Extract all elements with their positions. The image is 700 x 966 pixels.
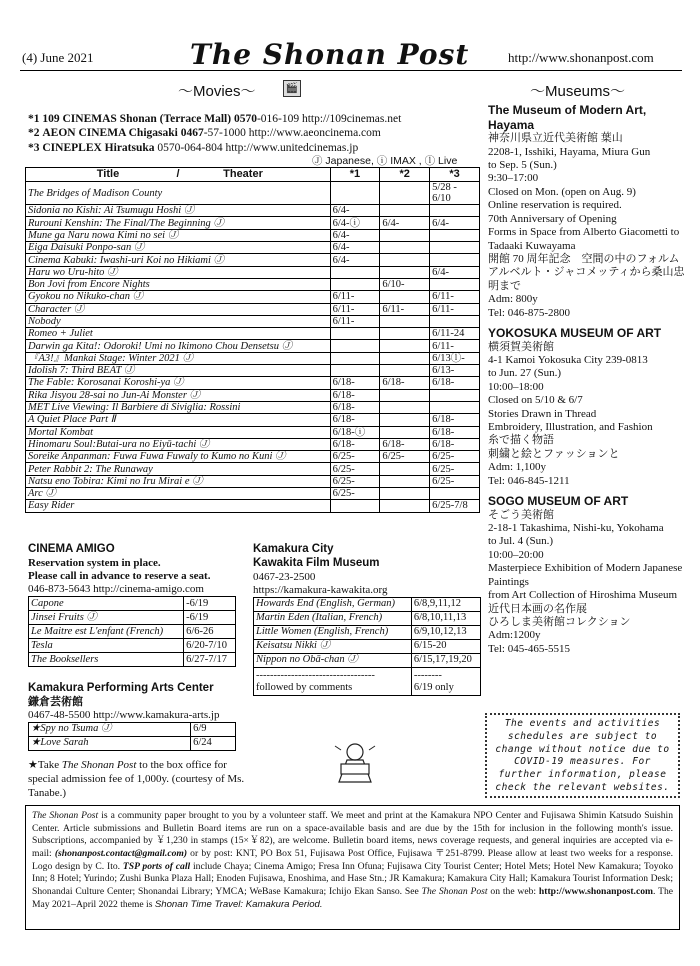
cell-date bbox=[380, 242, 430, 254]
cell-date: 6/11- bbox=[430, 303, 480, 315]
cell-date bbox=[430, 229, 480, 241]
cell-title: ★Love Sarah bbox=[29, 737, 191, 751]
cell-title: Darwin ga Kita!: Odoroki! Umi no Ikimono Chou Densetsu Ⓙ bbox=[26, 340, 331, 352]
cell-date bbox=[430, 278, 480, 290]
cell-date: 6/11- bbox=[330, 315, 380, 327]
cinema-item: *1 109 CINEMAS Shonan (Terrace Mall) 0570-016-109 http://109cinemas.net bbox=[28, 113, 402, 125]
cell-date bbox=[380, 315, 430, 327]
url[interactable]: https://kamakura-kawakita.org bbox=[253, 583, 388, 596]
cell-date: 6/11- bbox=[430, 340, 480, 352]
cell-title: Little Women (English, French) bbox=[254, 625, 412, 639]
cell-date: 6/4- bbox=[330, 205, 380, 217]
cell-date: 6/18- bbox=[330, 401, 380, 413]
cell-date: 6/11- bbox=[330, 291, 380, 303]
cell-date: 6/25- bbox=[430, 463, 480, 475]
museum-detail: 2208-1, Isshiki, Hayama, Miura Gun bbox=[488, 145, 651, 158]
cell-title: Cinema Kabuki: Iwashi-uri Koi no Hikiami Ⓙ bbox=[26, 254, 331, 266]
footer-info: The Shonan Post is a community paper brought to you by a volunteer staff. We meet and print at the Kamakura NPO Center and Fujisawa Shimin Katsudo Suishin Center. Article submissions and Bulletin Board items are run on a space-available basis and are due by the 15th for inclusion in the following month's issue. Subscriptions, accompanied by ￥1,230 in stamps (15×￥82), are welcome. Bulletin board items, news coverage requests, and general inquiries are accepted via e-mail: (shonanpost.contact@gmail.com) or by post: KNT, PO Box 51, Fujisawa Post Office, Fujisawa 〒251-8799. Please allow at least two weeks for a response. Logo design by C. Ito. TSP ports of call include Chaya; Cinema Amigo; Fresa Inn Ofuna; Fujisawa City Tourist Center; Hotel Mets; Hotel New Kamakura; Toyoko Inn; 8 Hotel; Yurindo; Zushi Bunka Plaza Hall; Enoden Fujisawa, Enoshima, and Hase Stn.; JR Kamakura; Kamakura City Hall; Kamakura Tourist Information Desk; Shonandai Culture Center; Shonandai Library; YMCA; WeBase Kamakura; Ichijo Ekan Sanso. See The Shonan Post on the web: http://www.shonanpost.com. The May 2021–April 2022 theme is Shonan Time Travel: Kamakura Period. bbox=[25, 805, 680, 930]
cell-title: Mune ga Naru nowa Kimi no sei Ⓙ bbox=[26, 229, 331, 241]
issue-date: (4) June 2021 bbox=[22, 50, 94, 65]
cell-date: 6/18- bbox=[330, 377, 380, 389]
cell-date bbox=[380, 229, 430, 241]
cell-date: 6/11-24 bbox=[430, 328, 480, 340]
cell-title: MET Live Viewing: Il Barbiere di Siviglia: Rossini bbox=[26, 401, 331, 413]
museum-detail: Tel: 045-465-5515 bbox=[488, 642, 571, 655]
table-row bbox=[29, 723, 236, 737]
museum-detail: Adm: 800y bbox=[488, 293, 538, 306]
museum-detail: 9:30–17:00 bbox=[488, 172, 539, 185]
museum-detail: to Jun. 27 (Sun.) bbox=[488, 367, 562, 380]
cell-date: 6/15,17,19,20 bbox=[411, 653, 480, 667]
cell-title: Sidonia no Kishi: Ai Tsumugu Hoshi Ⓙ bbox=[26, 205, 331, 217]
cell-date: 6/13ⓛ- bbox=[430, 352, 480, 364]
movies-table bbox=[25, 167, 480, 513]
museum-detail: to Sep. 5 (Sun.) bbox=[488, 159, 557, 172]
cell-date: 6/25- bbox=[330, 475, 380, 487]
museum-entry bbox=[488, 103, 691, 320]
cell-title: Easy Rider bbox=[26, 500, 331, 512]
cell-date bbox=[380, 365, 430, 377]
cell-date: -6/19 bbox=[184, 611, 236, 625]
cell-date: 6/9 bbox=[191, 723, 236, 737]
cell-date bbox=[380, 266, 430, 278]
legend: Ⓙ Japanese, ⓘ IMAX , ⓛ Live bbox=[312, 155, 458, 167]
cell-date: 6/25- bbox=[430, 475, 480, 487]
cell-date: 6/24 bbox=[191, 737, 236, 751]
clapperboard-icon: 🎬 bbox=[283, 80, 301, 97]
table-row bbox=[26, 352, 480, 364]
cell-date bbox=[430, 254, 480, 266]
cell-date: 6/11- bbox=[330, 303, 380, 315]
cell-date: 6/4- bbox=[380, 217, 430, 229]
kawakita-table bbox=[253, 597, 481, 696]
table-row bbox=[26, 315, 480, 327]
table-row bbox=[26, 401, 480, 413]
table-row bbox=[29, 625, 236, 639]
museum-name: SOGO MUSEUM OF ART bbox=[488, 494, 629, 509]
cell-date: 6/4- bbox=[430, 266, 480, 278]
cell-title: Natsu eno Tobira: Kimi no Iru Mirai e Ⓙ bbox=[26, 475, 331, 487]
table-row bbox=[26, 328, 480, 340]
cell-date bbox=[430, 242, 480, 254]
cell-title: Jinsei Fruits Ⓙ bbox=[29, 611, 184, 625]
cell-title: The Bridges of Madison County bbox=[26, 182, 331, 205]
kawakita-section bbox=[253, 543, 481, 696]
section-title: Kawakita Film Museum bbox=[253, 556, 380, 569]
table-row bbox=[254, 639, 481, 653]
cell-date: 6/18- bbox=[380, 438, 430, 450]
cell-date bbox=[380, 182, 430, 205]
table-row bbox=[26, 340, 480, 352]
table-row bbox=[254, 597, 481, 611]
cell-title: Eiga Daisuki Ponpo-san Ⓙ bbox=[26, 242, 331, 254]
cell-date: 6/25- bbox=[330, 451, 380, 463]
museum-detail: Online reservation is required. bbox=[488, 199, 622, 212]
cell-date: 6/20-7/10 bbox=[184, 639, 236, 653]
museum-detail: 10:00–20:00 bbox=[488, 548, 544, 561]
museum-detail: from Art Collection of Hiroshima Museum bbox=[488, 589, 678, 602]
table-row bbox=[26, 414, 480, 426]
cell-date: 6/25- bbox=[330, 463, 380, 475]
cell-title: The Fable: Korosanai Koroshi-ya Ⓙ bbox=[26, 377, 331, 389]
column-header: *3 bbox=[430, 168, 480, 182]
cinema-amigo-section bbox=[28, 543, 243, 667]
cell-date: 6/18- bbox=[330, 414, 380, 426]
table-row bbox=[26, 500, 480, 512]
cell-date bbox=[380, 426, 430, 438]
cell-title: Gyokou no Nikuko-chan Ⓙ bbox=[26, 291, 331, 303]
table-row bbox=[29, 653, 236, 667]
cell-date: 6/9,10,12,13 bbox=[411, 625, 480, 639]
museum-detail: 近代日本画の名作展 bbox=[488, 602, 587, 615]
kpac-table bbox=[28, 722, 236, 751]
cell-date: 6/25- bbox=[380, 451, 430, 463]
museum-detail: 70th Anniversary of Opening bbox=[488, 212, 617, 225]
table-row bbox=[254, 625, 481, 639]
museum-detail: 4-1 Kamoi Yokosuka City 239-0813 bbox=[488, 353, 648, 366]
cell-date: 6/4- bbox=[330, 229, 380, 241]
museums-heading: ～Museums～ bbox=[530, 83, 626, 100]
cell-date: 6/18- bbox=[330, 438, 380, 450]
cell-date: 6/18- bbox=[430, 377, 480, 389]
covid-notice: The events and activities schedules are subject to change without notice due to COVID-19 measures. For further information, please check the relevant websites. bbox=[485, 713, 680, 798]
table-row bbox=[254, 653, 481, 667]
table-row bbox=[29, 639, 236, 653]
cell-date bbox=[380, 463, 430, 475]
museum-detail: Embroidery, Illustration, and Fashion bbox=[488, 421, 653, 433]
cell-date bbox=[330, 278, 380, 290]
museum-name: YOKOSUKA MUSEUM OF ART bbox=[488, 325, 662, 340]
cell-title: Peter Rabbit 2: The Runaway bbox=[26, 463, 331, 475]
cell-date bbox=[430, 389, 480, 401]
museum-detail: そごう美術館 bbox=[488, 508, 554, 521]
cell-date: 6/18- bbox=[430, 438, 480, 450]
table-row bbox=[26, 389, 480, 401]
museum-detail: 10:00–18:00 bbox=[488, 380, 544, 393]
cell-date bbox=[430, 315, 480, 327]
museum-detail: 開館 70 周年記念 空間の中のフォルム アルベルト・ジャコメッティから桑山忠明まで bbox=[488, 252, 691, 292]
cell-date: 6/27-7/17 bbox=[184, 653, 236, 667]
table-row bbox=[29, 737, 236, 751]
cell-date: 6/11- bbox=[430, 291, 480, 303]
cell-title: Howards End (English, German) bbox=[254, 597, 412, 611]
table-row bbox=[29, 597, 236, 611]
table-row bbox=[26, 242, 480, 254]
cell-date: 6/8,10,11,13 bbox=[411, 611, 480, 625]
table-row bbox=[29, 611, 236, 625]
museum-detail: to Jul. 4 (Sun.) bbox=[488, 535, 554, 548]
table-row bbox=[26, 266, 480, 278]
cell-title: ★Spy no Tsuma Ⓙ bbox=[29, 723, 191, 737]
cell-title: The Booksellers bbox=[29, 653, 184, 667]
section-title: Kamakura City bbox=[253, 543, 334, 555]
cell-date bbox=[380, 205, 430, 217]
cell-date bbox=[380, 401, 430, 413]
museum-detail: 横須賀美術館 bbox=[488, 340, 554, 353]
cell-title: Capone bbox=[29, 597, 184, 611]
cell-title: Romeo + Juliet bbox=[26, 328, 331, 340]
cell-date: 6/18- bbox=[430, 414, 480, 426]
cell-date bbox=[380, 414, 430, 426]
cell-title: Nippon no Obā-chan Ⓙ bbox=[254, 653, 412, 667]
site-url[interactable]: http://www.shonanpost.com bbox=[508, 50, 654, 65]
section-title: Kamakura Performing Arts Center bbox=[28, 682, 214, 694]
museum-list bbox=[488, 103, 691, 662]
cell-date: 6/18- bbox=[430, 426, 480, 438]
reader-illustration bbox=[325, 738, 385, 788]
amigo-table bbox=[28, 596, 236, 667]
cell-date: 6/8,9,11,12 bbox=[411, 597, 480, 611]
contact: 0467-48-5500 http://www.kamakura-arts.jp bbox=[28, 708, 220, 721]
museum-detail: Closed on Mon. (open on Aug. 9) bbox=[488, 185, 636, 198]
cell-date bbox=[330, 266, 380, 278]
museum-detail: 神奈川県立近代美術館 葉山 bbox=[488, 132, 623, 145]
column-header: *2 bbox=[380, 168, 430, 182]
column-header: *1 bbox=[330, 168, 380, 182]
cell-date bbox=[330, 328, 380, 340]
cell-title: Character Ⓙ bbox=[26, 303, 331, 315]
cell-date: 6/15-20 bbox=[411, 639, 480, 653]
cell-date: 6/6-26 bbox=[184, 625, 236, 639]
cell-date bbox=[330, 182, 380, 205]
cell-date: 6/13- bbox=[430, 365, 480, 377]
table-row bbox=[26, 488, 480, 500]
contact: 046-873-5643 http://cinema-amigo.com bbox=[28, 583, 204, 596]
museum-detail: Adm: 1,100y bbox=[488, 461, 547, 474]
cell-title: Keisatsu Nikki Ⓙ bbox=[254, 639, 412, 653]
cell-title: Tesla bbox=[29, 639, 184, 653]
cell-title: Rika Jisyou 28-sai no Jun-Ai Monster Ⓙ bbox=[26, 389, 331, 401]
reservation-note: Reservation system in place. bbox=[28, 556, 161, 569]
table-row bbox=[26, 254, 480, 266]
cell-date: 6/18-ⓘ bbox=[330, 426, 380, 438]
cell-title: Soreike Anpanman: Fuwa Fuwa Fuwaly to Kumo no Kuni Ⓙ bbox=[26, 451, 331, 463]
museum-detail: Forms in Space from Alberto Giacometti to Tadaaki Kuwayama bbox=[488, 226, 680, 252]
table-row bbox=[26, 278, 480, 290]
museum-detail: Tel: 046-875-2800 bbox=[488, 306, 571, 319]
table-row bbox=[26, 438, 480, 450]
table-row bbox=[26, 451, 480, 463]
header-rule bbox=[20, 70, 682, 71]
cell-date: 6/4- bbox=[430, 217, 480, 229]
cell-date: 6/18- bbox=[380, 377, 430, 389]
column-header-title-theater: Title / Theater bbox=[26, 168, 331, 182]
museum-detail: Tel: 046-845-1211 bbox=[488, 474, 570, 487]
table-row bbox=[26, 365, 480, 377]
table-row bbox=[26, 303, 480, 315]
table-row bbox=[26, 291, 480, 303]
cell-date bbox=[380, 254, 430, 266]
cell-date: 6/4- bbox=[330, 254, 380, 266]
museum-detail: 2-18-1 Takashima, Nishi-ku, Yokohama bbox=[488, 522, 664, 535]
museum-detail: Stories Drawn in Thread bbox=[488, 407, 597, 420]
cinema-item: *3 CINEPLEX Hiratsuka 0570-064-804 http://www.unitedcinemas.jp bbox=[28, 141, 359, 154]
cell-date: 6/4- bbox=[330, 242, 380, 254]
cell-date bbox=[380, 500, 430, 512]
cell-title: Haru wo Uru-hito Ⓙ bbox=[26, 266, 331, 278]
cell-date bbox=[330, 352, 380, 364]
table-header-row bbox=[26, 168, 480, 182]
table-row bbox=[26, 463, 480, 475]
table-row bbox=[26, 229, 480, 241]
cell-date bbox=[380, 352, 430, 364]
cell-date bbox=[330, 500, 380, 512]
cell-title: Mortal Kombat bbox=[26, 426, 331, 438]
museum-entry bbox=[488, 494, 688, 656]
cinema-list bbox=[28, 112, 478, 155]
cell-date bbox=[380, 340, 430, 352]
cell-date bbox=[330, 340, 380, 352]
cell-date bbox=[380, 291, 430, 303]
cell-date bbox=[380, 475, 430, 487]
section-title-jp: 鎌倉芸術館 bbox=[28, 695, 83, 708]
movies-heading: ～Movies～ bbox=[178, 83, 256, 100]
table-row bbox=[26, 475, 480, 487]
cell-title: Hinomaru Soul:Butai-ura no Eiyū-tachi Ⓙ bbox=[26, 438, 331, 450]
cell-title: Le Maitre est L'enfant (French) bbox=[29, 625, 184, 639]
museum-detail: Adm:1200y bbox=[488, 629, 541, 642]
cell-date: 6/25-7/8 bbox=[430, 500, 480, 512]
cell-date bbox=[430, 401, 480, 413]
box-office-note: ★Take The Shonan Post to the box office for special admission fee of 1,000y. (courtesy of Ms. Tanabe.) bbox=[28, 759, 245, 799]
museum-entry bbox=[488, 326, 688, 488]
cell-title: Rurouni Kenshin: The Final/The Beginning Ⓙ bbox=[26, 217, 331, 229]
cell-date: 6/11- bbox=[380, 303, 430, 315]
cell-date bbox=[380, 389, 430, 401]
tel: 0467-23-2500 bbox=[253, 570, 316, 583]
cell-title: Martin Eden (Italian, French) bbox=[254, 611, 412, 625]
table-row bbox=[26, 377, 480, 389]
cell-date: 6/10- bbox=[380, 278, 430, 290]
section-title: CINEMA AMIGO bbox=[28, 543, 115, 555]
table-row bbox=[26, 182, 480, 205]
cell-date: 6/4-ⓘ bbox=[330, 217, 380, 229]
table-row: ---------------------------------- followed by comments -------- 6/19 only bbox=[254, 667, 481, 695]
cell-title: Idolish 7: Third BEAT Ⓙ bbox=[26, 365, 331, 377]
cell-date bbox=[430, 205, 480, 217]
cell-title: Bon Jovi from Encore Nights bbox=[26, 278, 331, 290]
museum-detail: Closed on 5/10 & 6/7 bbox=[488, 394, 583, 407]
cell-date bbox=[380, 488, 430, 500]
cell-title: Arc Ⓙ bbox=[26, 488, 331, 500]
museum-detail: 糸で描く物語 bbox=[488, 434, 554, 447]
kpac-section bbox=[28, 682, 256, 751]
cell-date bbox=[430, 488, 480, 500]
cell-date: -6/19 bbox=[184, 597, 236, 611]
table-row bbox=[26, 217, 480, 229]
cinema-item: *2 AEON CINEMA Chigasaki 0467-57-1000 http://www.aeoncinema.com bbox=[28, 127, 381, 140]
museum-name: The Museum of Modern Art, Hayama bbox=[488, 103, 647, 132]
cell-date bbox=[330, 365, 380, 377]
cell-date bbox=[380, 328, 430, 340]
cell-title: A Quiet Place Part Ⅱ bbox=[26, 414, 331, 426]
table-row bbox=[26, 426, 480, 438]
cell-date: 6/18- bbox=[330, 389, 380, 401]
table-row bbox=[254, 611, 481, 625]
cell-date: 6/25- bbox=[330, 488, 380, 500]
table-row bbox=[26, 205, 480, 217]
cell-title: Nobody bbox=[26, 315, 331, 327]
cell-title: 『A3!』Mankai Stage: Winter 2021 Ⓙ bbox=[26, 352, 331, 364]
masthead-title: The Shonan Post bbox=[190, 38, 470, 71]
museum-detail: 刺繍と絵とファッションと bbox=[488, 447, 620, 460]
reservation-note: Please call in advance to reserve a seat. bbox=[28, 569, 211, 582]
museum-detail: ひろしま美術館コレクション bbox=[488, 615, 631, 628]
museum-detail: Masterpiece Exhibition of Modern Japanese Paintings bbox=[488, 562, 683, 588]
cell-date: 6/25- bbox=[430, 451, 480, 463]
cell-date: 5/28 - 6/10 bbox=[430, 182, 480, 205]
